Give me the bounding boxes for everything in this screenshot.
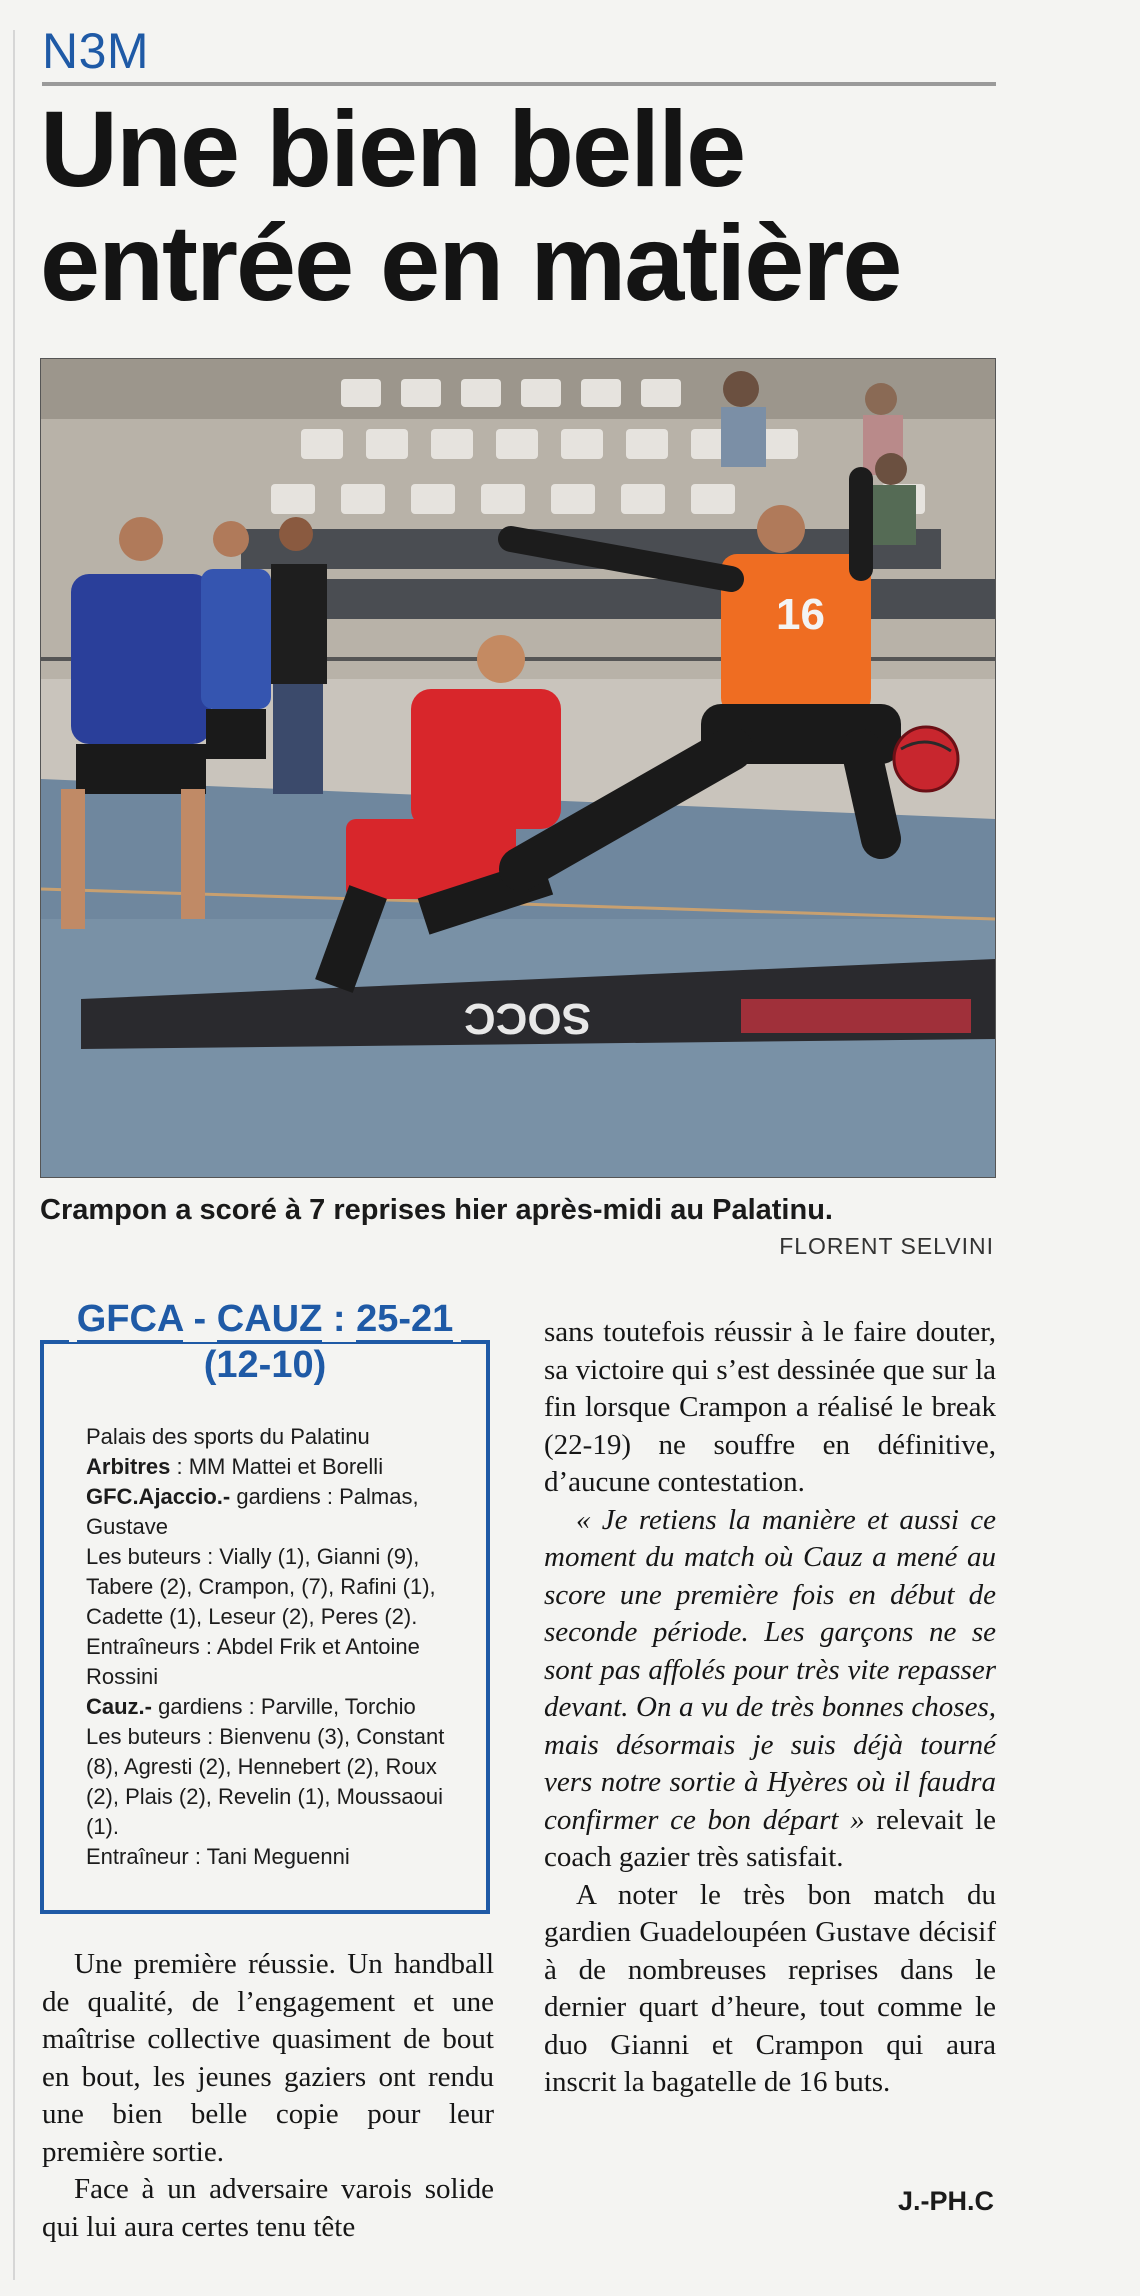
home-goalkeepers-line — [86, 1482, 470, 1542]
home-team-label: GFC.Ajaccio.- — [86, 1484, 231, 1509]
headline-line-2: entrée en matière — [40, 202, 901, 323]
match-photo — [40, 358, 996, 1178]
final-score: 25-21 — [356, 1298, 453, 1344]
match-facts — [86, 1422, 470, 1872]
away-team: CAUZ — [217, 1298, 323, 1344]
away-team-label: Cauz.- — [86, 1694, 152, 1719]
coach-quote: « Je retiens la manière et aussi ce moment du match où Cauz a mené au score une première fois en début de seconde période. Les garçons ne se sont pas affolés pour très vite repasser devant. On a vu de très bonnes choses, mais désormais je suis déjà tourné vers notre sortie à Hyères où il faudra confirmer ce bon départ » — [544, 1503, 996, 1836]
photo-caption: Crampon a scoré à 7 reprises hier après-midi au Palatinu. — [40, 1194, 833, 1226]
jersey-number: 16 — [776, 590, 825, 639]
author-byline: J.-PH.C — [897, 2186, 994, 2216]
half-time-score: (12-10) — [203, 1344, 327, 1386]
home-coaches: Entraîneurs : Abdel Frik et Antoine Rossini — [86, 1634, 420, 1689]
venue: Palais des sports du Palatinu — [86, 1424, 370, 1449]
home-team: GFCA — [77, 1298, 183, 1344]
away-coach: Entraîneur : Tani Meguenni — [86, 1844, 350, 1869]
headline — [40, 88, 1000, 323]
score-separator: - — [182, 1298, 217, 1340]
away-goalkeepers: gardiens : Parville, Torchio — [152, 1694, 416, 1719]
referees-line — [86, 1452, 470, 1482]
referees: : MM Mattei et Borelli — [170, 1454, 384, 1479]
score-heading — [40, 1296, 490, 1388]
article-column-left — [42, 1946, 494, 2246]
home-scorers: Les buteurs : Vially (1), Gianni (9), Tabere (2), Crampon, (7), Rafini (1), Cadette (1), Leseur (2), Peres (2). — [86, 1544, 436, 1629]
away-goalkeepers-line — [86, 1692, 470, 1722]
photo-credit: FLORENT SELVINI — [779, 1233, 994, 1259]
referees-label: Arbitres — [86, 1454, 171, 1479]
home-goalkeepers: gardiens : Palmas, Gustave — [86, 1484, 419, 1539]
coach-quote-paragraph — [544, 1502, 996, 1877]
quote-attribution: relevait le coach gazier très satisfait. — [544, 1803, 996, 1873]
rubric-divider — [42, 82, 996, 86]
page-margin-rule — [13, 30, 15, 2280]
away-scorers: Les buteurs : Bienvenu (3), Constant (8), Agresti (2), Hennebert (2), Roux (2), Plais (2), Revelin (1), Moussaoui (1). — [86, 1724, 445, 1839]
paragraph-2: Face à un adversaire varois solide qui lui aura certes tenu tête — [42, 2173, 494, 2243]
paragraph-3: A noter le très bon match du gardien Guadeloupéen Gustave décisif à de nombreuses reprises dans le dernier quart d’heure, tout comme le duo Gianni et Crampon qui aura inscrit la bagatelle de 16 buts. — [544, 1878, 996, 2098]
score-colon: : — [322, 1298, 357, 1340]
floor-ad-text: SOCC — [463, 994, 591, 1043]
article-column-right — [544, 1314, 996, 2102]
headline-line-1: Une bien belle — [40, 88, 745, 209]
section-rubric: N3M — [42, 23, 150, 79]
score-line — [69, 1296, 462, 1342]
paragraph-1: Une première réussie. Un handball de qualité, de l’engagement et une maîtrise collective quasiment de bout en bout, les jeunes gaziers ont rendu une bien belle copie pour leur première sortie. — [42, 1948, 494, 2168]
paragraph-2-continued: sans toutefois réussir à le faire douter, sa victoire qui s’est dessinée que sur la fin lorsque Crampon a réalisé le break (22-19) ne souffre en définitive, d’aucune contestation. — [544, 1316, 996, 1498]
